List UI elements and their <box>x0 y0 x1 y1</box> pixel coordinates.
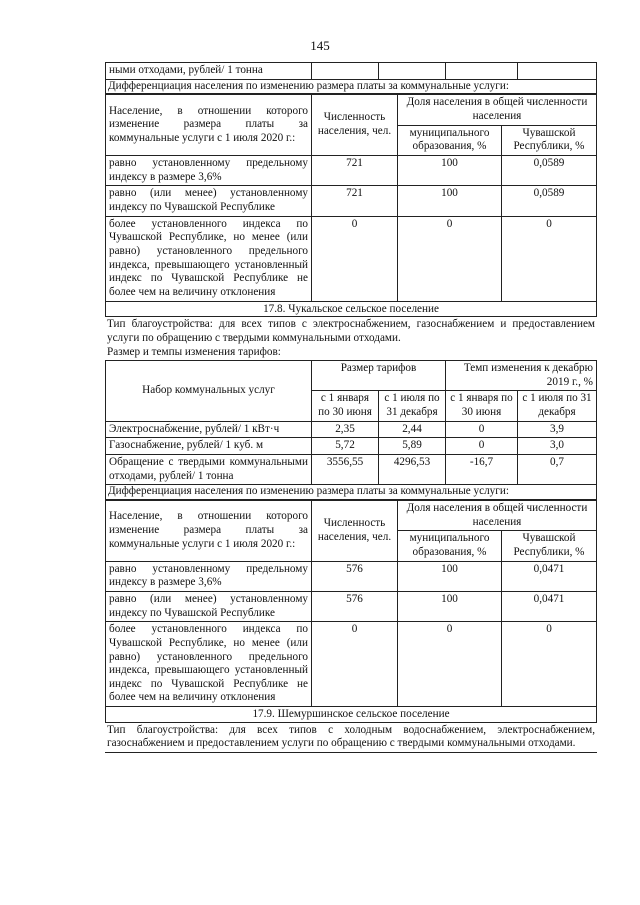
table-row <box>106 438 597 455</box>
diff-caption-1: Дифференциация населения по изменению размера платы за коммунальные услуги: <box>105 80 597 95</box>
row-count: 0 <box>312 216 398 301</box>
tariff-value: 4296,53 <box>379 454 446 484</box>
row-republic: 0 <box>502 622 597 707</box>
improvement-type-17-8: Тип благоустройства: для всех типов с электроснабжением, газоснабжением и предоставлением услуги по обращению с твердыми коммунальными отходами. <box>107 318 595 344</box>
tariff-value: 5,72 <box>312 438 379 455</box>
header-municipal: муниципального образования, % <box>398 125 502 155</box>
section-title-17-8: 17.8. Чукальское сельское поселение <box>105 302 597 318</box>
row-municipal: 100 <box>398 591 502 621</box>
fragment-label: ными отходами, рублей/ 1 тонна <box>106 63 312 80</box>
document-body <box>105 62 597 753</box>
row-republic: 0,0589 <box>502 186 597 216</box>
tariff-table-fragment <box>105 62 597 80</box>
row-label: равно установленному предельному индексу в размере 3,6% <box>106 561 312 591</box>
table-row <box>106 63 597 80</box>
header-republic: Чувашской Республики, % <box>502 531 597 561</box>
row-municipal: 100 <box>398 155 502 185</box>
table-row <box>106 186 597 216</box>
header-population: Население, в отношении которого изменение размера платы за коммунальные услуги с 1 июля 2020 г.: <box>106 95 312 156</box>
header-share: Доля населения в общей численности населения <box>398 500 597 530</box>
header-count: Численность населения, чел. <box>312 500 398 561</box>
header-count: Численность населения, чел. <box>312 95 398 156</box>
row-label: равно (или менее) установленному индексу по Чувашской Республике <box>106 591 312 621</box>
header-period-1: с 1 января по 30 июня <box>312 391 379 421</box>
header-period-3: с 1 января по 30 июня <box>446 391 518 421</box>
service-label: Газоснабжение, рублей/ 1 куб. м <box>106 438 312 455</box>
tariffs-caption: Размер и темпы изменения тарифов: <box>107 346 281 359</box>
rate-value: -16,7 <box>446 454 518 484</box>
header-share: Доля населения в общей численности населения <box>398 95 597 125</box>
row-label: более установленного индекса по Чувашской Республике, но менее (или равно) установленного предельного индекса, превышающего установленный индекс по Чувашской Республике не более чем на величину отклонения <box>106 216 312 301</box>
row-municipal: 100 <box>398 561 502 591</box>
table-row <box>106 216 597 301</box>
table-row <box>106 155 597 185</box>
header-size: Размер тарифов <box>312 361 446 391</box>
improvement-type-17-9: Тип благоустройства: для всех типов с холодным водоснабжением, электроснабжением, газоснабжением и предоставлением услуги по обращению с твердыми коммунальными отходами. <box>105 723 597 753</box>
tariff-value: 2,35 <box>312 421 379 438</box>
rate-value: 3,0 <box>518 438 597 455</box>
tariff-value: 5,89 <box>379 438 446 455</box>
differentiation-table-2 <box>105 500 597 707</box>
section-title-17-9: 17.9. Шемуршинское сельское поселение <box>105 707 597 723</box>
table-row <box>106 561 597 591</box>
rate-value: 0,7 <box>518 454 597 484</box>
tariff-value: 3556,55 <box>312 454 379 484</box>
row-count: 0 <box>312 622 398 707</box>
row-count: 721 <box>312 186 398 216</box>
table-row <box>106 591 597 621</box>
rate-value: 3,9 <box>518 421 597 438</box>
row-republic: 0,0589 <box>502 155 597 185</box>
header-period-4: с 1 июля по 31 декабря <box>518 391 597 421</box>
table-row <box>106 454 597 484</box>
row-republic: 0 <box>502 216 597 301</box>
row-label: равно установленному предельному индексу в размере 3,6% <box>106 155 312 185</box>
row-republic: 0,0471 <box>502 561 597 591</box>
row-municipal: 100 <box>398 186 502 216</box>
header-services: Набор коммунальных услуг <box>106 361 312 422</box>
differentiation-table-1 <box>105 94 597 301</box>
row-republic: 0,0471 <box>502 591 597 621</box>
tariff-table <box>105 360 597 485</box>
service-label: Электроснабжение, рублей/ 1 кВт·ч <box>106 421 312 438</box>
row-label: равно (или менее) установленному индексу по Чувашской Республике <box>106 186 312 216</box>
header-republic: Чувашской Республики, % <box>502 125 597 155</box>
header-population: Население, в отношении которого изменение размера платы за коммунальные услуги с 1 июля 2020 г.: <box>106 500 312 561</box>
row-municipal: 0 <box>398 216 502 301</box>
row-count: 721 <box>312 155 398 185</box>
page-number: 145 <box>310 38 330 53</box>
tariff-value: 2,44 <box>379 421 446 438</box>
header-rate: Темп изменения к декабрю 2019 г., % <box>446 361 597 391</box>
row-count: 576 <box>312 561 398 591</box>
diff-caption-2: Дифференциация населения по изменению размера платы за коммунальные услуги: <box>105 485 597 500</box>
header-municipal: муниципального образования, % <box>398 531 502 561</box>
rate-value: 0 <box>446 438 518 455</box>
table-row <box>106 421 597 438</box>
row-count: 576 <box>312 591 398 621</box>
rate-value: 0 <box>446 421 518 438</box>
service-label: Обращение с твердыми коммунальными отходами, рублей/ 1 тонна <box>106 454 312 484</box>
row-label: более установленного индекса по Чувашской Республике, но менее (или равно) установленного предельного индекса, превышающего установленный индекс по Чувашской Республике не более чем на величину отклонения <box>106 622 312 707</box>
row-municipal: 0 <box>398 622 502 707</box>
header-period-2: с 1 июля по 31 декабря <box>379 391 446 421</box>
table-row <box>106 622 597 707</box>
